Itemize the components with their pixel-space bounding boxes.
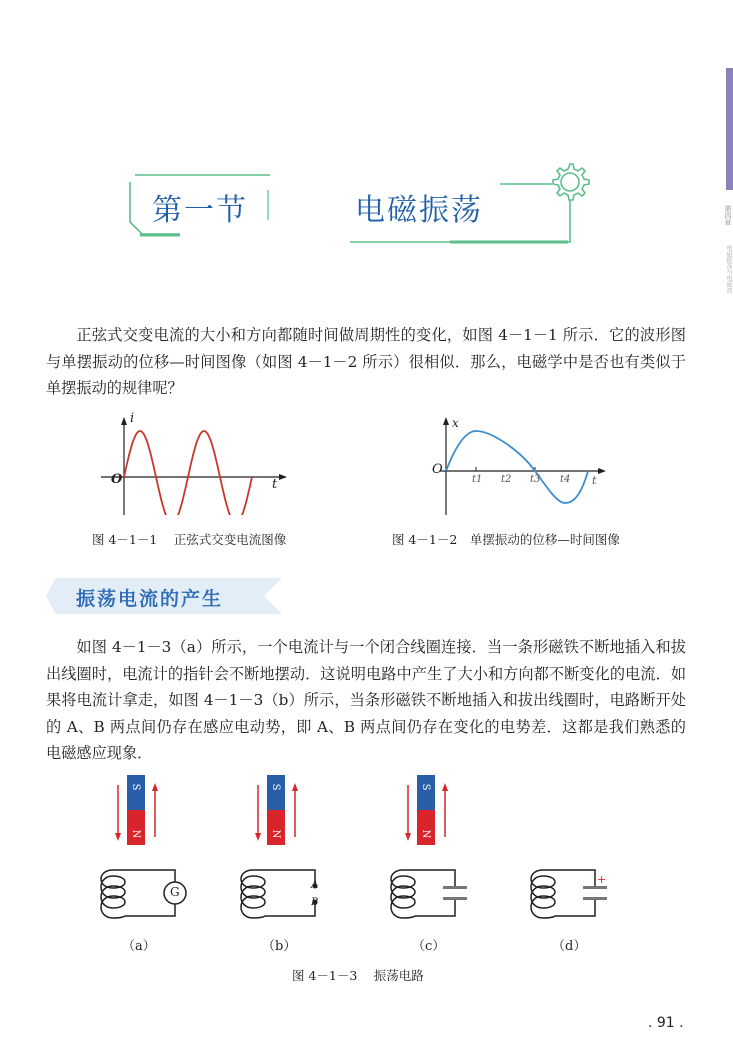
- fig2-x-axis-label: t: [592, 474, 597, 487]
- fig1-y-axis-label: i: [130, 411, 135, 426]
- chapter-side-tab: [726, 68, 733, 190]
- body-paragraph-text: 如图 4－1－3（a）所示，一个电流计与一个闭合线圈连接．当一条形磁铁不断地插入和拔出线圈时，电流计的指针会不断地摆动．这说明电路中产生了大小和方向都不断变化的电流．如果将电流计拿走，如图 4－1－3（b）所示，当条形磁铁不断地插入和拔出线圈时，电路断开处的 A、B 两点间仍存在感应电动势，即 A、B 两点间仍存在变化的电势差．这都是我们熟悉的电磁感应现象．: [46, 638, 686, 762]
- chapter-side-sublabel: 电磁振荡与电磁波: [725, 245, 732, 293]
- circuit-c: [391, 775, 467, 918]
- section-number: 第一节: [152, 193, 248, 228]
- intro-paragraph-text: 正弦式交变电流的大小和方向都随时间做周期性的变化，如图 4－1－1 所示．它的波形图与单摆振动的位移—时间图像（如图 4－1－2 所示）很相似．那么，电磁学中是否也有类似于单摆振动的规律呢？: [46, 326, 686, 397]
- section-title: 电磁振荡: [355, 193, 483, 228]
- page-number: . 91 .: [648, 1015, 684, 1031]
- body-paragraph: [46, 634, 686, 767]
- figure-pendulum-displacement-chart: [420, 415, 610, 515]
- terminal-b-label: B: [311, 897, 319, 908]
- fig2-tick-t4: t4: [560, 474, 571, 485]
- fig2-caption: 图 4－1－2 单摆振动的位移—时间图像: [392, 532, 620, 547]
- sine-current-curve: [95, 415, 295, 515]
- svg-text:+: +: [597, 873, 607, 886]
- fig2-tick-t1: t1: [472, 474, 483, 485]
- galvanometer-label: G: [170, 885, 180, 899]
- chapter-side-label: 第四章: [724, 205, 732, 226]
- circuit-d-label: （d）: [552, 939, 587, 954]
- figure-oscillation-circuits: S N +: [95, 770, 635, 940]
- circuit-d: [531, 870, 607, 918]
- fig2-tick-t2: t2: [501, 474, 512, 485]
- fig1-origin-label: O: [111, 472, 123, 487]
- subsection-title: 振荡电流的产生: [76, 588, 224, 610]
- circuit-b: [241, 775, 318, 918]
- circuit-c-label: （c）: [412, 939, 446, 954]
- fig2-tick-t3: t3: [530, 474, 541, 485]
- fig2-origin-label: O: [432, 462, 443, 477]
- fig3-caption: 图 4－1－3 振荡电路: [292, 968, 424, 983]
- fig1-x-axis-label: t: [272, 477, 278, 492]
- intro-paragraph: [46, 322, 686, 402]
- circuit-b-label: （b）: [262, 939, 297, 954]
- fig1-caption: 图 4－1－1 正弦式交变电流图像: [92, 532, 287, 547]
- terminal-a-label: A: [311, 880, 319, 891]
- circuit-a-label: （a）: [122, 939, 156, 954]
- fig2-y-axis-label: x: [452, 416, 459, 430]
